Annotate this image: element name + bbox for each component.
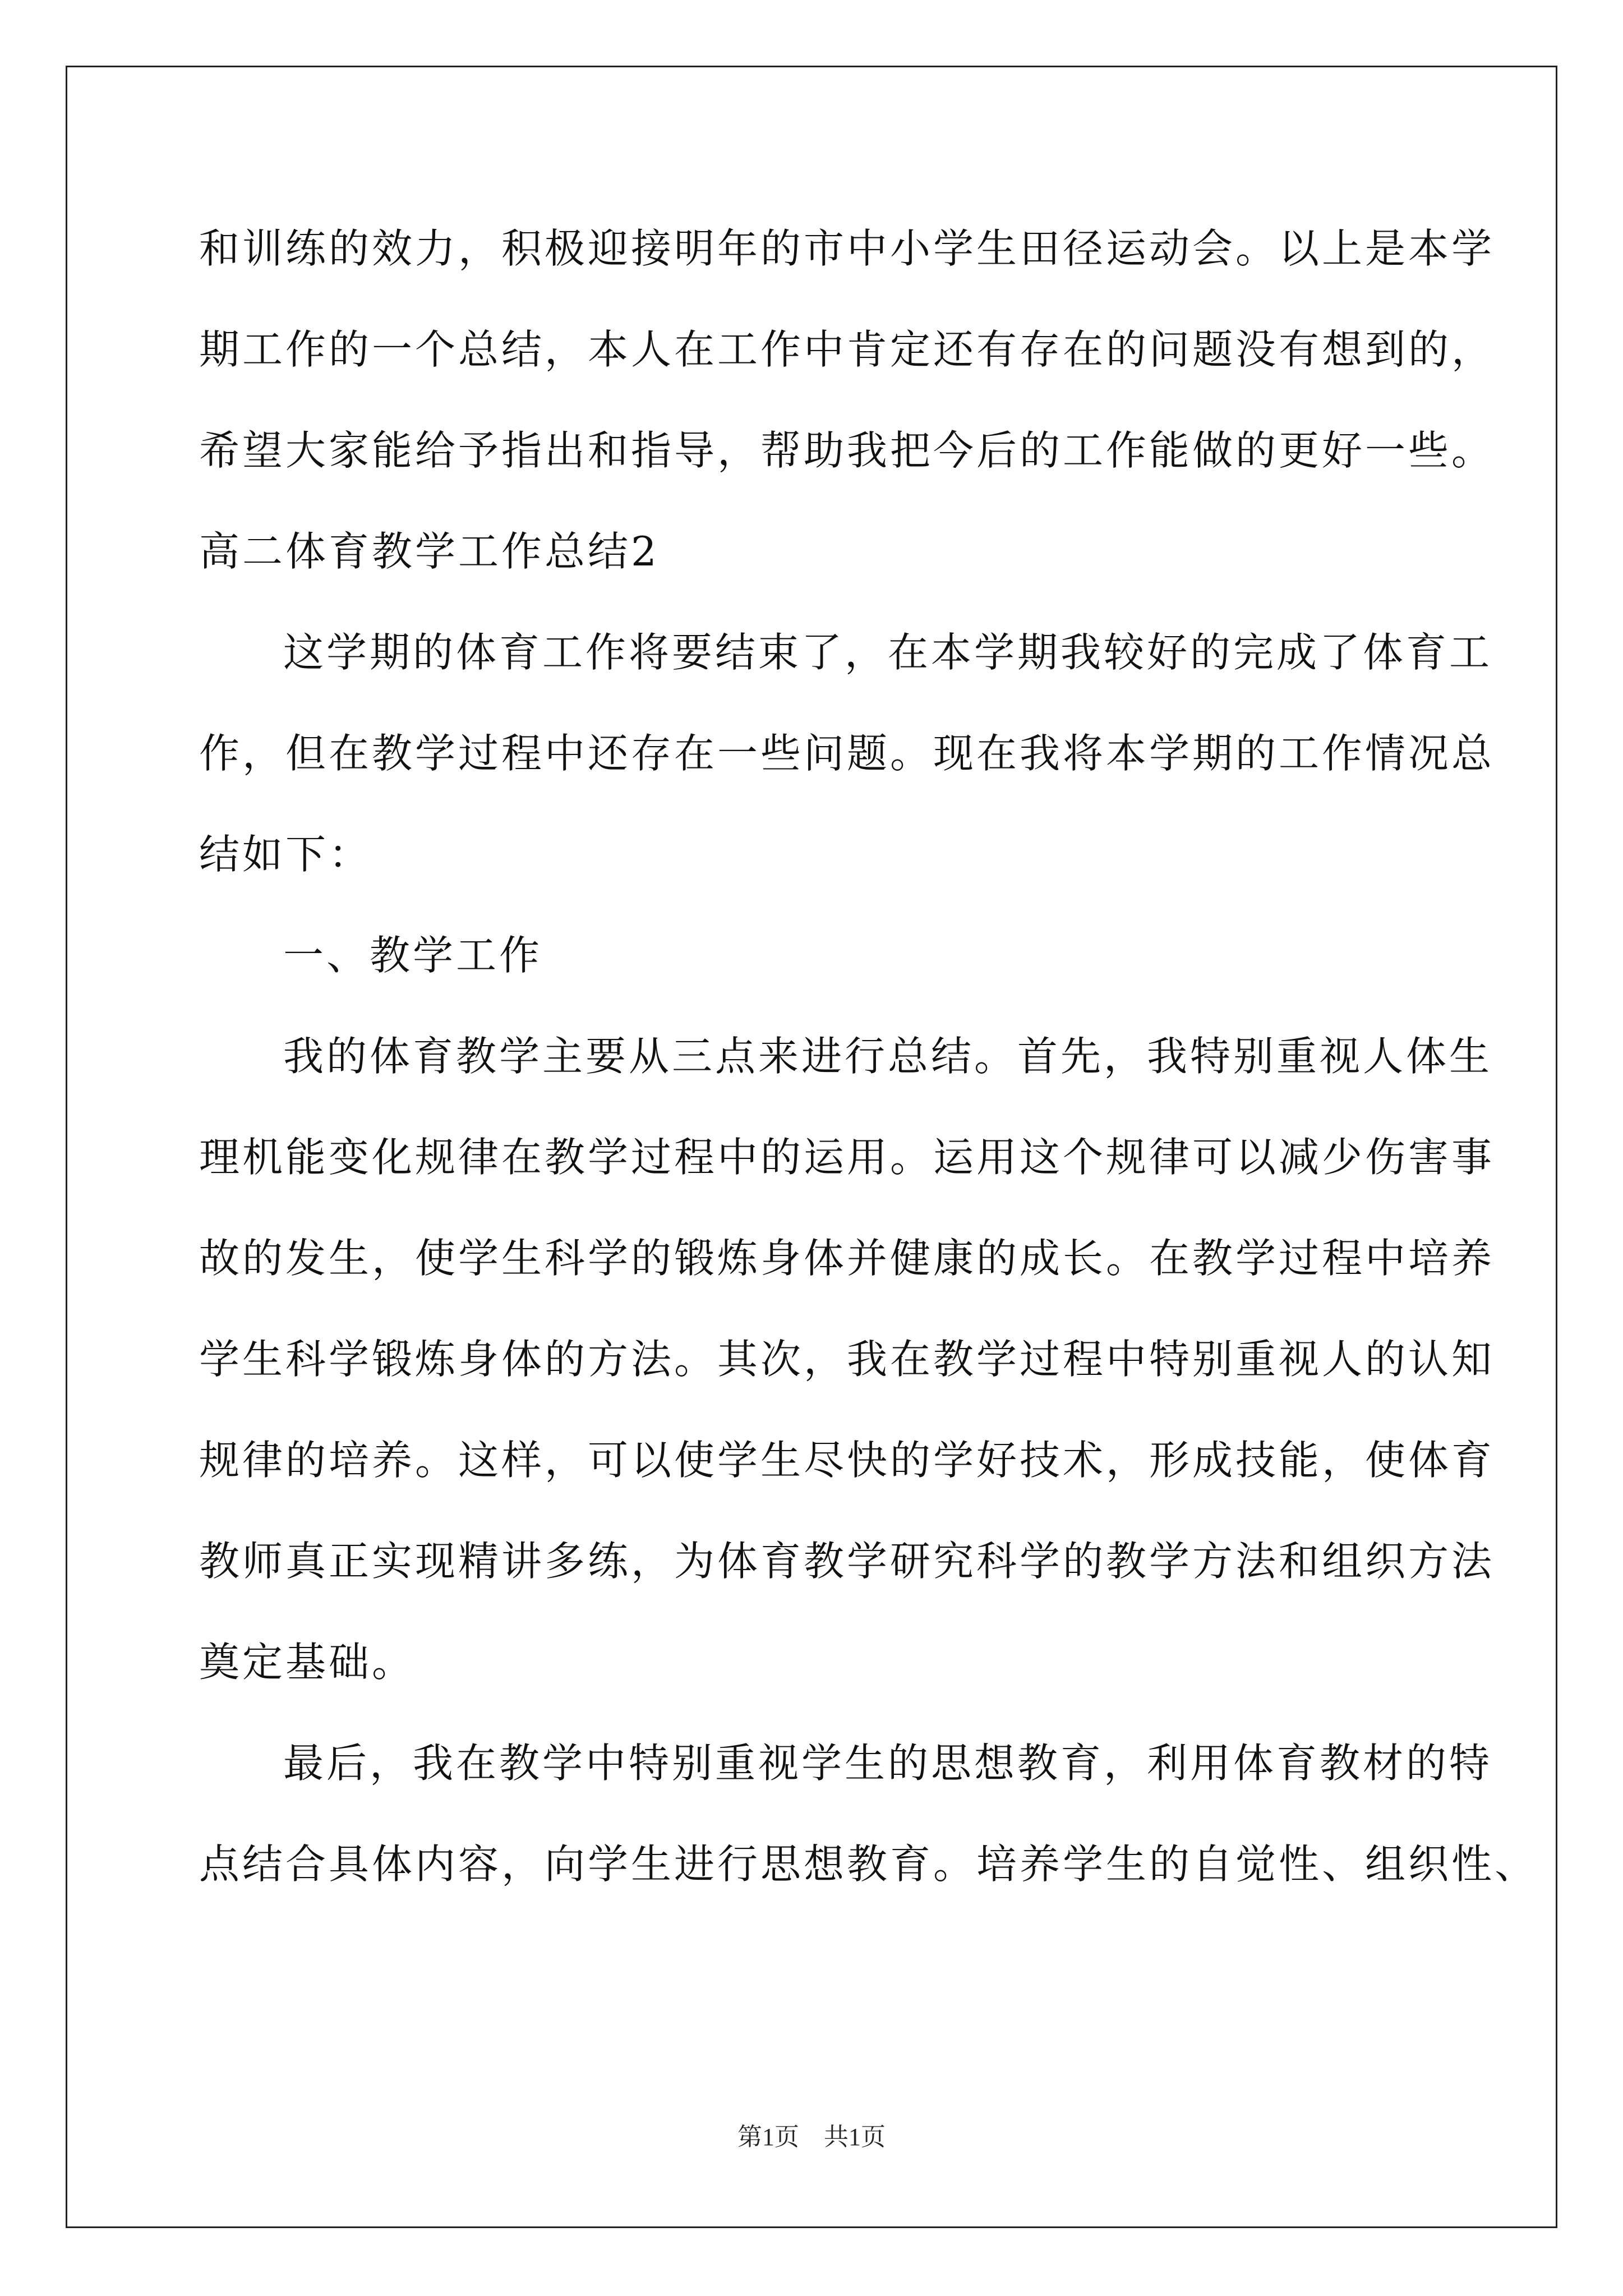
body-line-9: 我的体育教学主要从三点来进行总结。首先，我特别重视人体生 [283, 1033, 1493, 1080]
page-footer: 第1页 共1页 [737, 2123, 886, 2151]
section-heading: 高二体育教学工作总结2 [199, 528, 660, 575]
body-line-15: 奠定基础。 [199, 1639, 416, 1686]
body-line-2: 期工作的一个总结，本人在工作中肯定还有存在的问题没有想到的， [199, 326, 1495, 373]
body-line-13: 规律的培养。这样，可以使学生尽快的学好技术，形成技能，使体育 [199, 1437, 1495, 1484]
body-line-12: 学生科学锻炼身体的方法。其次，我在教学过程中特别重视人的认知 [199, 1336, 1495, 1383]
body-line-10: 理机能变化规律在教学过程中的运用。运用这个规律可以减少伤害事 [199, 1134, 1495, 1181]
body-line-1: 和训练的效力，积极迎接明年的市中小学生田径运动会。以上是本学 [199, 225, 1495, 272]
body-line-16: 最后，我在教学中特别重视学生的思想教育，利用体育教材的特 [283, 1740, 1493, 1787]
body-line-17: 点结合具体内容，向学生进行思想教育。培养学生的自觉性、组织性、 [199, 1841, 1538, 1888]
body-line-7: 结如下： [199, 831, 372, 878]
body-line-5: 这学期的体育工作将要结束了，在本学期我较好的完成了体育工 [283, 629, 1493, 676]
body-line-6: 作，但在教学过程中还存在一些问题。现在我将本学期的工作情况总 [199, 730, 1495, 777]
body-line-14: 教师真正实现精讲多练，为体育教学研究科学的教学方法和组织方法 [199, 1538, 1495, 1585]
body-line-11: 故的发生，使学生科学的锻炼身体并健康的成长。在教学过程中培养 [199, 1235, 1495, 1282]
body-line-3: 希望大家能给予指出和指导，帮助我把今后的工作能做的更好一些。 [199, 427, 1495, 474]
subheading-teaching-work: 一、教学工作 [283, 932, 543, 979]
